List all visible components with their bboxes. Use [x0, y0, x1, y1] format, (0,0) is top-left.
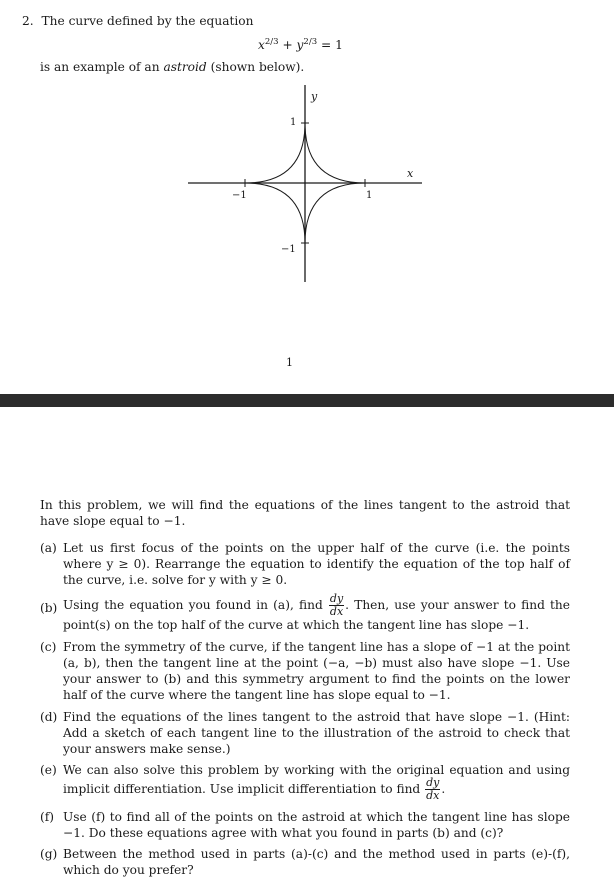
part-b-label: (b) [40, 601, 58, 615]
problem-number: 2. [22, 14, 34, 28]
part-e-body [63, 762, 570, 801]
part-e-text-before: We can also solve this problem by working with the original equation and using implicit differentiation. Use implicit differentiation to find [63, 763, 570, 796]
page-number: 1 [286, 356, 293, 369]
y-axis-label: y [311, 90, 318, 103]
astroid-sentence [40, 59, 304, 75]
part-a [40, 540, 570, 588]
part-a-label: (a) [40, 541, 57, 555]
problem-header [22, 13, 253, 29]
astroid-sentence-part1: is an example of an [40, 60, 160, 74]
part-c [40, 639, 570, 703]
part-e-frac-den: dx [426, 789, 440, 802]
part-c-label: (c) [40, 640, 57, 654]
part-b-derivative [329, 594, 344, 617]
eq-x-exponent: 2/3 [264, 37, 279, 47]
part-g-text: Between the method used in parts (a)-(c) and the method used in parts (e)-(f), which do you prefer? [63, 847, 570, 877]
part-g-label: (g) [40, 847, 58, 861]
part-c-text: From the symmetry of the curve, if the tangent line has a slope of −1 at the point (a, b), then the tangent line at the point (−a, −b) must also have slope −1. Use your answer to (b) and this symmetry argument to find the points on the lower half of the curve where the tangent line has slope equal to −1. [63, 640, 570, 702]
eq-x: x [258, 38, 265, 52]
part-d [40, 709, 570, 757]
part-b [40, 594, 570, 633]
page-divider [0, 394, 614, 407]
part-d-text: Find the equations of the lines tangent to the astroid that have slope −1. (Hint: Add a sketch of each tangent line to the illustration of the astroid to check that your answers make sense.) [63, 710, 570, 756]
part-f-text: Use (f) to find all of the points on the astroid at which the tangent line has slope −1. Do these equations agree with what you found in parts (b) and (c)? [63, 810, 570, 840]
part-a-text: Let us first focus of the points on the upper half of the curve (i.e. the points where y ≥ 0). Rearrange the equation to identify the equation of the top half of the curve, i.e. solve for y with y ≥ 0. [63, 541, 570, 587]
part-b-body [63, 594, 570, 633]
part-f [40, 809, 570, 841]
part-b-text-after: . Then, use your answer to find the point(s) on the top half of the curve at which the tangent line has slope −1. [63, 598, 570, 632]
problem-intro: The curve defined by the equation [41, 14, 254, 28]
tick-x-pos-label: 1 [366, 190, 373, 201]
part-e-derivative [425, 778, 440, 801]
eq-y-exponent: 2/3 [303, 37, 318, 47]
part-e-label: (e) [40, 763, 57, 777]
part-e-text-after: . [441, 782, 446, 796]
problem-intro-2: In this problem, we will find the equations of the lines tangent to the astroid that have slope equal to −1. [40, 498, 570, 528]
part-e-frac-num: dy [426, 776, 440, 789]
eq-y: y [296, 38, 304, 52]
astroid-figure [185, 80, 425, 290]
part-g [40, 846, 570, 878]
astroid-term: astroid [163, 60, 207, 74]
tick-x-neg-label: −1 [232, 190, 247, 201]
x-axis-label: x [407, 167, 414, 180]
eq-rhs: = 1 [320, 38, 343, 52]
part-f-label: (f) [40, 810, 55, 824]
part-b-frac-den: dx [329, 605, 344, 618]
part-d-label: (d) [40, 710, 58, 724]
astroid-sentence-part2: (shown below). [210, 60, 305, 74]
tick-y-neg-label: −1 [281, 244, 296, 255]
part-b-text-before: Using the equation you found in (a), find [63, 598, 323, 612]
astroid-equation [258, 37, 343, 55]
part-b-frac-num: dy [329, 592, 344, 605]
part-e [40, 762, 570, 801]
eq-plus: + [282, 38, 293, 52]
tick-y-pos-label: 1 [290, 117, 297, 128]
